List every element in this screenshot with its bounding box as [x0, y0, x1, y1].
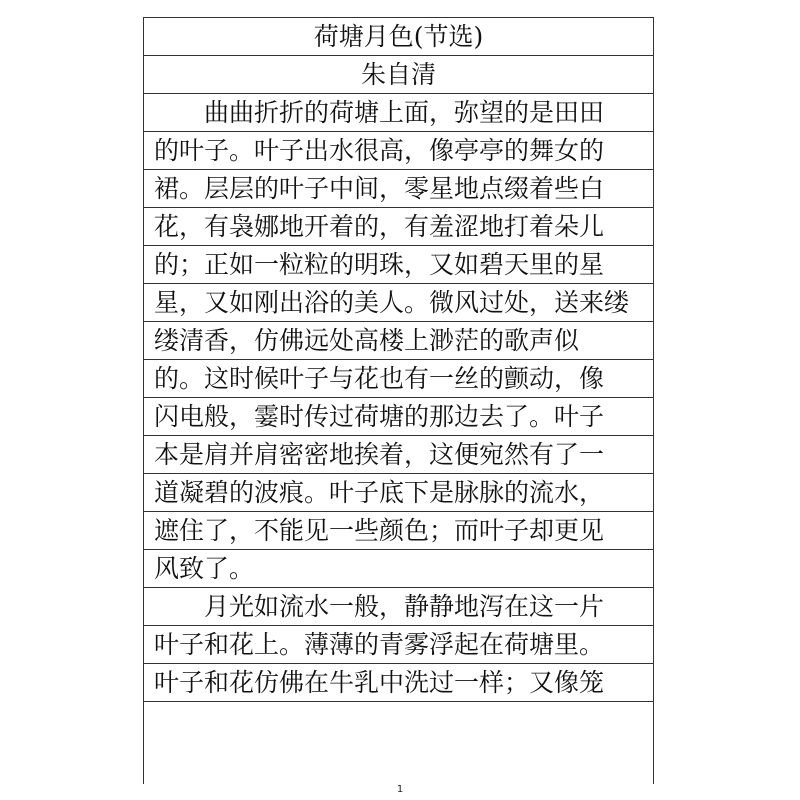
paragraph-line: 缕清香，仿佛远处高楼上渺茫的歌声似: [154, 326, 580, 355]
paragraph-line: 曲曲折折的荷塘上面，弥望的是田田: [204, 98, 605, 127]
text-line: [144, 284, 653, 322]
paragraph-line: 月光如流水一般，静静地泻在这一片: [204, 592, 605, 621]
paragraph-line: 的。这时候叶子与花也有一丝的颤动，像: [154, 364, 605, 393]
text-line: [144, 588, 653, 626]
author-row: [144, 56, 653, 94]
text-line: [144, 322, 653, 360]
paragraph-line: 的；正如一粒粒的明珠，又如碧天里的星: [154, 250, 605, 279]
paragraph-line: 遮住了，不能见一些颜色；而叶子却更见: [154, 516, 605, 545]
paragraph-line: 叶子和花上。薄薄的青雾浮起在荷塘里。: [154, 630, 605, 659]
copybook-sheet: [143, 17, 654, 784]
text-line: [144, 398, 653, 436]
paragraph-line: 花，有袅娜地开着的，有羞涩地打着朵儿: [154, 212, 605, 241]
text-line: [144, 360, 653, 398]
paragraph-line: 道凝碧的波痕。叶子底下是脉脉的流水，: [154, 478, 605, 507]
page-number: 1: [396, 784, 404, 795]
text-line: [144, 132, 653, 170]
paragraph-line: 风致了。: [154, 554, 255, 583]
text-line: [144, 208, 653, 246]
paragraph-line: 星，又如刚出浴的美人。微风过处，送来缕: [154, 288, 630, 317]
text-line: [144, 94, 653, 132]
text-line: [144, 436, 653, 474]
text-line: [144, 512, 653, 550]
paragraph-line: 的叶子。叶子出水很高，像亭亭的舞女的: [154, 136, 605, 165]
paragraph-line: 裙。层层的叶子中间，零星地点缀着些白: [154, 174, 605, 203]
text-line: [144, 170, 653, 208]
title-row: [144, 18, 653, 56]
author-name: 朱自清: [360, 60, 436, 89]
paragraph-line: 叶子和花仿佛在牛乳中洗过一样；又像笼: [154, 668, 605, 697]
text-line: [144, 474, 653, 512]
paragraph-line: 本是肩并肩密密地挨着，这便宛然有了一: [154, 440, 605, 469]
text-line: [144, 664, 653, 702]
text-line: [144, 626, 653, 664]
text-line: [144, 246, 653, 284]
page-title: 荷塘月色(节选): [313, 22, 484, 51]
paragraph-line: 闪电般，霎时传过荷塘的那边去了。叶子: [154, 402, 605, 431]
text-line: [144, 550, 653, 588]
